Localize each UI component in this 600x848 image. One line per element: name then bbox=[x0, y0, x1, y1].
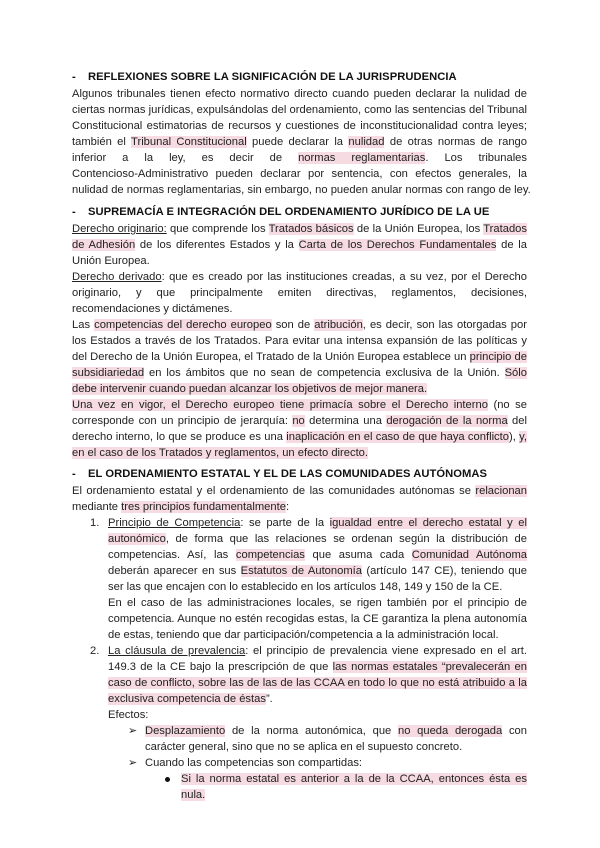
highlight: Comunidad Autónoma bbox=[411, 549, 527, 561]
paragraph-line: Una vez en vigor, el Derecho europeo tiene primacía sobre el Derecho interno (no se bbox=[72, 399, 527, 411]
highlight: debe intervenir cuando puedan alcanzar los objetivos de mejor manera. bbox=[72, 383, 428, 395]
highlight: derogación de la norma bbox=[386, 415, 508, 427]
highlight: las normas estatales “prevalecerán en bbox=[332, 661, 527, 673]
highlight: primacía bbox=[309, 399, 353, 411]
paragraph-line: Derecho derivado: que es creado por las instituciones creadas, a su vez, por el Derecho bbox=[72, 271, 528, 283]
highlight: Si la norma estatal es anterior a la de la CCAA, entonces ésta es bbox=[181, 773, 527, 785]
paragraph-line: inferior a la ley, es decir de normas reglamentarias. Los tribunales bbox=[72, 152, 527, 164]
highlight: y, bbox=[519, 431, 527, 443]
paragraph-line: ciertas normas jurídicas, expulsándolas del ordenamiento, como las sentencias del Tribunal bbox=[72, 104, 527, 116]
highlight: no bbox=[292, 415, 305, 427]
highlight: Tratados bbox=[483, 223, 527, 235]
section-heading-supremacia bbox=[72, 206, 490, 218]
list-item-line: ser las que encajen con lo establecido en los artículos 148, 149 y 150 de la CE. bbox=[108, 581, 503, 593]
paragraph-line: también el Tribunal Constitucional puede declarar la nulidad de otras normas de rango bbox=[72, 136, 527, 148]
highlight: de Adhesión bbox=[72, 239, 136, 251]
highlight: subsidiariedad bbox=[72, 367, 145, 379]
heading-dash: - bbox=[72, 468, 76, 480]
heading-text: REFLEXIONES SOBRE LA SIGNIFICACIÓN DE LA JURISPRUDENCIA bbox=[88, 71, 457, 83]
list-item-line: Efectos: bbox=[108, 709, 149, 721]
term-underlined: Principio de Competencia bbox=[108, 517, 241, 529]
paragraph-line: los Estados a través de los Tratados. Para evitar una intensa expansión de las políticas y bbox=[72, 335, 527, 347]
arrow-bullet-icon: ➢ bbox=[128, 725, 138, 737]
sub-item-line: Cuando las competencias son compartidas: bbox=[145, 757, 363, 769]
list-item-line: Principio de Competencia: se parte de la igualdad entre el derecho estatal y el bbox=[108, 517, 527, 529]
paragraph-line: subsidiariedad en los ámbitos que no sean de competencia exclusiva de la Unión. Sólo bbox=[72, 367, 527, 379]
bullet-dot-icon bbox=[165, 777, 170, 782]
term-underlined: Derecho originario: bbox=[72, 223, 167, 235]
highlight: Una vez en vigor, el Derecho europeo tiene bbox=[72, 399, 310, 411]
paragraph-line: recomendaciones y dictámenes. bbox=[72, 303, 233, 315]
paragraph-line: Las competencias del derecho europeo son de atribución, es decir, son las otorgadas por bbox=[72, 319, 527, 331]
heading-text: SUPREMACÍA E INTEGRACIÓN DEL ORDENAMIENTO JURÍDICO DE LA UE bbox=[88, 206, 490, 218]
sub-item-line: Desplazamiento de la norma autonómica, que no queda derogada con bbox=[145, 725, 527, 737]
highlight: autonómico bbox=[108, 533, 166, 545]
sub-item-line: carácter general, sino que no se aplica en el supuesto concreto. bbox=[145, 741, 463, 753]
highlight: Estatutos de Autonomía bbox=[240, 565, 362, 577]
paragraph-line bbox=[72, 445, 527, 461]
heading-dash: - bbox=[72, 206, 76, 218]
paragraph-line: mediante tres principios fundamentalmente: bbox=[72, 501, 290, 513]
highlight: nula. bbox=[181, 789, 206, 801]
highlight: Carta de los Derechos Fundamentales bbox=[298, 239, 497, 251]
list-number: 2. bbox=[90, 645, 100, 657]
highlight: Tribunal Constitucional bbox=[131, 136, 247, 148]
heading-text: EL ORDENAMIENTO ESTATAL Y EL DE LAS COMUNIDADES AUTÓNOMAS bbox=[88, 468, 487, 480]
highlight: Sólo bbox=[504, 367, 527, 379]
paragraph-line bbox=[72, 381, 527, 397]
list-item-line: de estas, teniendo que dar participación/competencia a la administración local. bbox=[108, 629, 499, 641]
list-item-line: autonómico, de forma que las relaciones se ordenan según la distribución de bbox=[108, 533, 527, 545]
highlight: igualdad entre el derecho estatal y el bbox=[329, 517, 527, 529]
list-item-line bbox=[108, 675, 527, 691]
section-heading-jurisprudencia bbox=[72, 71, 457, 83]
highlight: no queda derogada bbox=[397, 725, 503, 737]
highlight: competencias bbox=[235, 549, 305, 561]
list-item-line: deberán aparecer en sus Estatutos de Autonomía (artículo 147 CE), teniendo que bbox=[108, 565, 527, 577]
highlight: relacionan bbox=[475, 485, 527, 497]
paragraph-line: nulidad de normas reglamentarias, sin embargo, no pueden anular normas con rango de ley. bbox=[72, 184, 531, 196]
list-number: 1. bbox=[90, 517, 100, 529]
paragraph-line: Derecho originario: que comprende los Tratados básicos de la Unión Europea, los Tratados bbox=[72, 223, 527, 235]
highlight: Derecho interno bbox=[405, 399, 488, 411]
highlight: Tratados básicos bbox=[268, 223, 354, 235]
paragraph-line: del Derecho de la Unión Europea, el Tratado de la Unión Europea establece un principio de bbox=[72, 351, 527, 363]
list-item-line: competencia. Aunque no estén recogidas estas, la CE garantiza la plena autonomía bbox=[108, 613, 527, 625]
list-item-line: En el caso de las administraciones locales, se rigen también por el principio de bbox=[108, 597, 527, 609]
list-item-line: competencias. Así, las competencias que asuma cada Comunidad Autónoma bbox=[108, 549, 527, 561]
highlight: inaplicación en el caso de que haya conflicto bbox=[286, 431, 509, 443]
highlight: nulidad bbox=[348, 136, 385, 148]
paragraph-line: El ordenamiento estatal y el ordenamiento de las comunidades autónomas se relacionan bbox=[72, 485, 527, 497]
highlight: sobre el bbox=[352, 399, 406, 411]
highlight: Desplazamiento bbox=[145, 725, 226, 737]
list-item-line: La cláusula de prevalencia: el principio de prevalencia viene expresado en el art. bbox=[108, 645, 527, 657]
section-heading-ordenamiento bbox=[72, 468, 487, 480]
paragraph-line: Unión Europea. bbox=[72, 255, 150, 267]
paragraph-line: Constitucional estimatorias de recursos y cuestiones de inconstitucionalidad contra leyes; bbox=[72, 120, 527, 132]
list-item-line: 149.3 de la CE bajo la prescripción de que las normas estatales “prevalecerán en bbox=[108, 661, 527, 673]
heading-dash: - bbox=[72, 71, 76, 83]
paragraph-line: de Adhesión de los diferentes Estados y la Carta de los Derechos Fundamentales de la bbox=[72, 239, 527, 251]
highlight: caso de conflicto, sobre las de las de las CCAA en todo lo que no está atribuido a la bbox=[108, 677, 527, 689]
highlight: normas reglamentarias bbox=[298, 152, 426, 164]
paragraph-line: Algunos tribunales tienen efecto normativo directo cuando pueden declarar la nulidad de bbox=[72, 88, 527, 100]
paragraph-line: Contencioso-Administrativo pueden declarar por sentencia, con efectos generales, la bbox=[72, 168, 527, 180]
sub-sub-item-line bbox=[181, 771, 527, 787]
list-item-line: exclusiva competencia de éstas”. bbox=[108, 693, 273, 705]
paragraph-line: corresponde con un principio de jerarquía: no determina una derogación de la norma del bbox=[72, 415, 527, 427]
highlight: competencias del derecho europeo bbox=[94, 319, 272, 331]
highlight: atribución bbox=[314, 319, 363, 331]
paragraph-line: originario, y que principalmente emiten directivas, reglamentos, decisiones, bbox=[72, 287, 527, 299]
sub-sub-item-line bbox=[181, 787, 527, 803]
arrow-bullet-icon: ➢ bbox=[128, 757, 138, 769]
paragraph-line: derecho interno, lo que se produce es una inaplicación en el caso de que haya conflicto), y, bbox=[72, 431, 527, 443]
highlight: tres principios fundamentalmente bbox=[121, 501, 286, 513]
term-underlined: Derecho derivado bbox=[72, 271, 162, 283]
highlight: exclusiva competencia de éstas bbox=[108, 693, 266, 705]
highlight: en el caso de los Tratados y reglamentos, un efecto directo. bbox=[72, 447, 369, 459]
highlight: principio de bbox=[469, 351, 527, 363]
term-underlined: La cláusula de prevalencia bbox=[108, 645, 246, 657]
